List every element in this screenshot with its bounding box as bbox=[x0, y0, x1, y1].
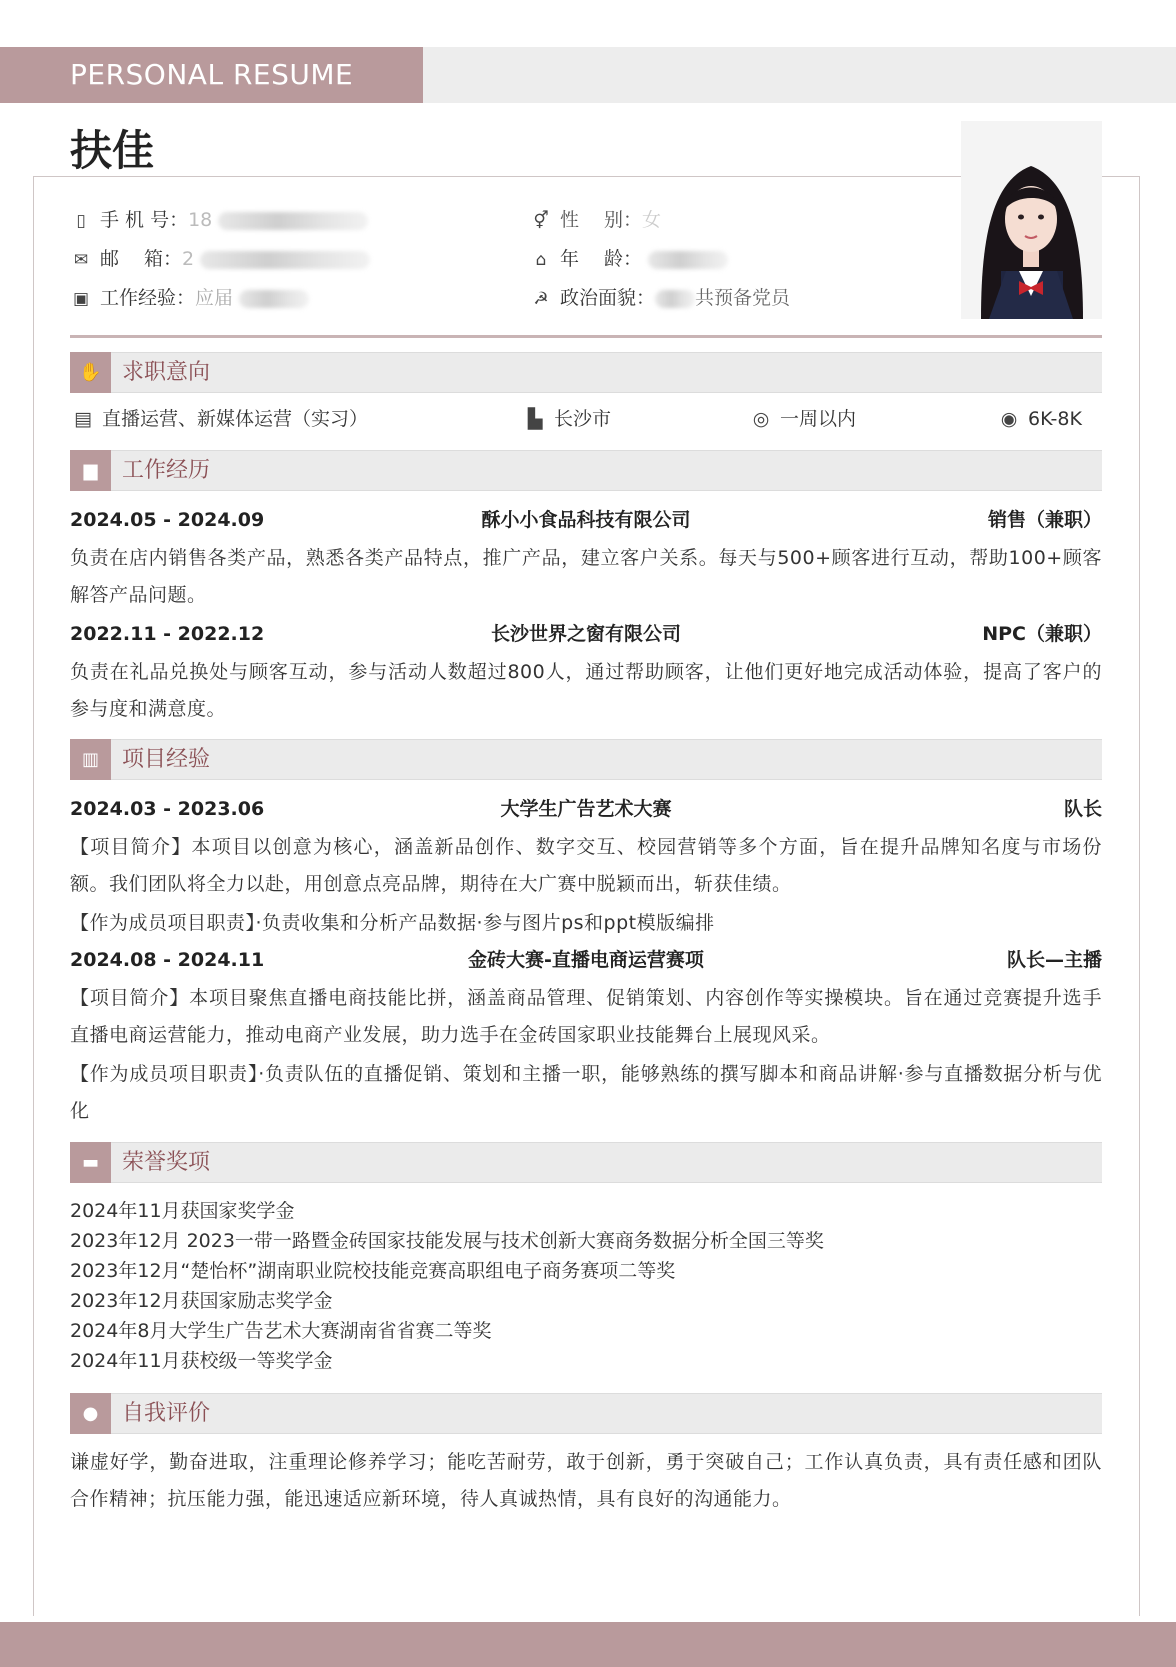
section-self-eval bbox=[70, 1393, 1102, 1434]
honor-item: 2023年12月 2023一带一路暨金砖国家技能发展与技术创新大赛商务数据分析全国三等奖 bbox=[70, 1230, 824, 1252]
politics-mask bbox=[655, 290, 695, 308]
project-name: 大学生广告艺术大赛 bbox=[500, 798, 672, 820]
work-role: NPC（兼职） bbox=[982, 623, 1102, 645]
intent-salary-text: 6K-8K bbox=[1028, 408, 1082, 430]
project-item-header bbox=[70, 794, 1102, 824]
divider-rule bbox=[70, 335, 1102, 338]
honor-item: 2024年11月获国家奖学金 bbox=[70, 1200, 295, 1222]
email-label: 邮 箱： bbox=[100, 248, 183, 270]
location-icon: ◎ bbox=[752, 408, 770, 430]
section-work bbox=[70, 450, 1102, 491]
briefcase-icon: ▤ bbox=[74, 408, 92, 430]
experience-value: 应届 bbox=[195, 287, 234, 309]
work-company: 酥小小食品科技有限公司 bbox=[481, 509, 691, 531]
project-intro: 【项目简介】本项目聚焦直播电商技能比拼，涵盖商品管理、促销策划、内容创作等实操模块。旨在通过竞赛提升选手直播电商运营能力，推动电商产业发展，助力选手在金砖国家职业技能舞台上展现风采。 bbox=[70, 987, 1102, 1046]
work-desc: 负责在店内销售各类产品，熟悉各类产品特点，推广产品，建立客户关系。每天与500+顾客进行互动，帮助100+顾客解答产品问题。 bbox=[70, 547, 1102, 606]
calendar-icon: ▣ bbox=[72, 289, 90, 309]
mail-icon: ✉ bbox=[73, 250, 89, 270]
chat-icon: ● bbox=[70, 1393, 111, 1434]
work-item-header bbox=[70, 505, 1102, 535]
intent-position-text: 直播运营、新媒体运营（实习） bbox=[102, 408, 369, 430]
gender-icon: ⚥ bbox=[533, 211, 549, 231]
gender-row bbox=[530, 206, 661, 234]
work-item-header bbox=[70, 619, 1102, 649]
project-item-header bbox=[70, 945, 1102, 975]
age-icon: ⌂ bbox=[535, 250, 547, 270]
intent-arrival bbox=[750, 404, 856, 434]
email-row bbox=[70, 245, 370, 273]
phone-value: 18 bbox=[188, 209, 213, 231]
section-projects bbox=[70, 739, 1102, 780]
project-duty: 【作为成员项目职责】·负责收集和分析产品数据·参与图片ps和ppt模版编排 bbox=[70, 912, 715, 934]
project-duty: 【作为成员项目职责】·负责队伍的直播促销、策划和主播一职，能够熟练的撰写脚本和商品讲解·参与直播数据分析与优化 bbox=[70, 1063, 1102, 1122]
work-company: 长沙世界之窗有限公司 bbox=[490, 623, 681, 645]
project-role: 队长 bbox=[1063, 798, 1102, 820]
section-projects-title: 项目经验 bbox=[122, 747, 211, 772]
candidate-name: 扶佳 bbox=[70, 126, 155, 175]
intent-city bbox=[524, 404, 611, 434]
phone-label: 手 机 号： bbox=[100, 209, 189, 231]
chart-icon: ▥ bbox=[70, 739, 111, 780]
work-desc: 负责在礼品兑换处与顾客互动，参与活动人数超过800人，通过帮助顾客，让他们更好地完成活动体验，提高了客户的参与度和满意度。 bbox=[70, 661, 1102, 720]
work-role: 销售（兼职） bbox=[987, 509, 1102, 531]
phone-icon: ▯ bbox=[76, 211, 86, 231]
email-value: 2 bbox=[182, 248, 195, 270]
phone-mask bbox=[218, 212, 368, 230]
project-role: 队长—主播 bbox=[1006, 949, 1102, 971]
section-self-eval-title: 自我评价 bbox=[122, 1401, 211, 1426]
profile-photo bbox=[961, 121, 1102, 319]
section-intent-title: 求职意向 bbox=[122, 360, 211, 385]
honor-item: 2023年12月“楚怡杯”湖南职业院校技能竞赛高职组电子商务赛项二等奖 bbox=[70, 1260, 676, 1282]
building-icon: ▙ bbox=[527, 408, 543, 430]
gender-label: 性 别： bbox=[560, 209, 643, 231]
work-date: 2024.05 - 2024.09 bbox=[70, 509, 265, 531]
bag-icon: ▆ bbox=[70, 450, 111, 491]
intent-salary bbox=[998, 404, 1082, 434]
politics-value: 共预备党员 bbox=[695, 287, 791, 309]
intent-position bbox=[72, 404, 368, 434]
age-label: 年 龄： bbox=[560, 248, 643, 270]
email-mask bbox=[200, 251, 370, 269]
phone-row bbox=[70, 206, 368, 234]
honor-item: 2024年8月大学生广告艺术大赛湖南省省赛二等奖 bbox=[70, 1320, 492, 1342]
self-eval-text: 谦虚好学，勤奋进取，注重理论修养学习；能吃苦耐劳，敢于创新，勇于突破自己；工作认真负责，具有责任感和团队合作精神；抗压能力强，能迅速适应新环境，待人真诚热情，具有良好的沟通能力。 bbox=[70, 1451, 1102, 1510]
footer-band bbox=[0, 1622, 1176, 1667]
resume-tag: PERSONAL RESUME bbox=[0, 47, 423, 103]
honor-item: 2024年11月获校级一等奖学金 bbox=[70, 1350, 333, 1372]
work-date: 2022.11 - 2022.12 bbox=[70, 623, 265, 645]
age-row bbox=[530, 245, 728, 273]
project-name: 金砖大赛-直播电商运营赛项 bbox=[468, 949, 704, 971]
party-icon: ☭ bbox=[533, 289, 549, 309]
experience-row bbox=[70, 284, 309, 312]
politics-row bbox=[530, 284, 790, 312]
age-mask bbox=[648, 251, 728, 269]
politics-label: 政治面貌： bbox=[560, 287, 656, 309]
money-icon: ◉ bbox=[1000, 408, 1018, 430]
intent-city-text: 长沙市 bbox=[554, 408, 612, 430]
honor-item: 2023年12月获国家励志奖学金 bbox=[70, 1290, 333, 1312]
project-intro: 【项目简介】本项目以创意为核心，涵盖新品创作、数字交互、校园营销等多个方面，旨在提升品牌知名度与市场份额。我们团队将全力以赴，用创意点亮品牌，期待在大广赛中脱颖而出，斩获佳绩。 bbox=[70, 836, 1102, 895]
experience-label: 工作经验： bbox=[100, 287, 196, 309]
project-date: 2024.08 - 2024.11 bbox=[70, 949, 265, 971]
intent-arrival-text: 一周以内 bbox=[780, 408, 857, 430]
project-date: 2024.03 - 2023.06 bbox=[70, 798, 265, 820]
section-honors bbox=[70, 1142, 1102, 1183]
gender-value: 女 bbox=[642, 209, 662, 231]
section-intent bbox=[70, 352, 1102, 393]
handshake-icon: ✋ bbox=[70, 352, 111, 393]
award-icon: ▬ bbox=[70, 1142, 111, 1183]
experience-mask bbox=[239, 290, 309, 308]
section-work-title: 工作经历 bbox=[122, 458, 211, 483]
section-honors-title: 荣誉奖项 bbox=[122, 1150, 211, 1175]
